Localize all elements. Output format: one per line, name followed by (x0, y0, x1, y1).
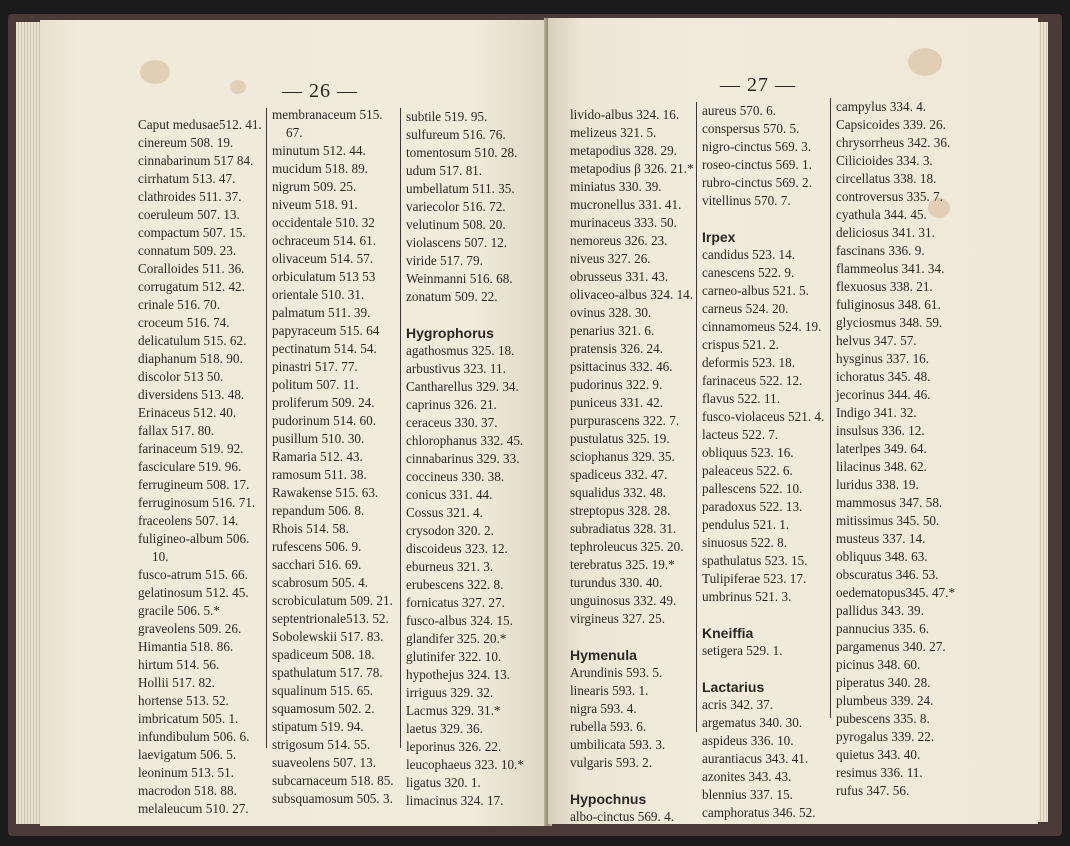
index-entry: eburneus 321. 3. (406, 559, 494, 574)
index-entry: terebratus 325. 19.* (570, 557, 675, 572)
index-entry: aureus 570. 6. (702, 103, 776, 118)
index-entry: cinnamomeus 524. 19. (702, 319, 822, 334)
index-entry: infundibulum 506. 6. (138, 729, 250, 744)
index-entry: connatum 509. 23. (138, 243, 237, 258)
column-divider (830, 98, 831, 718)
index-entry: olivaceum 514. 57. (272, 251, 374, 266)
index-entry: lilacinus 348. 62. (836, 459, 927, 474)
index-entry: politum 507. 11. (272, 377, 359, 392)
index-entry: laevigatum 506. 5. (138, 747, 237, 762)
index-entry: nigro-cinctus 569. 3. (702, 139, 812, 154)
index-entry: rubro-cinctus 569. 2. (702, 175, 812, 190)
index-entry: leoninum 513. 51. (138, 765, 234, 780)
index-entry: Hollii 517. 82. (138, 675, 215, 690)
genus-heading: Hypochnus (570, 791, 647, 807)
index-entry: olivaceo-albus 324. 14. (570, 287, 694, 302)
index-entry: helvus 347. 57. (836, 333, 917, 348)
index-entry: glyciosmus 348. 59. (836, 315, 943, 330)
index-column (570, 106, 694, 824)
index-entry: obscuratus 346. 53. (836, 567, 939, 582)
index-entry: laetus 329. 36. (406, 721, 483, 736)
genus-heading: Lactarius (702, 679, 765, 695)
index-entry: fuliginosus 348. 61. (836, 297, 941, 312)
genus-heading: Kneiffia (702, 625, 754, 641)
index-entry: controversus 335. 7. (836, 189, 943, 204)
index-entry: subcarnaceum 518. 85. (272, 773, 394, 788)
index-entry: leporinus 326. 22. (406, 739, 502, 754)
index-entry: spathulatum 517. 78. (272, 665, 383, 680)
column-divider (400, 108, 401, 748)
index-entry: mucidum 518. 89. (272, 161, 368, 176)
index-entry: umbilicata 593. 3. (570, 737, 666, 752)
index-entry: cinnabarinum 517 84. (138, 153, 254, 168)
index-entry: gelatinosum 512. 45. (138, 585, 249, 600)
index-entry: chrysorrheus 342. 36. (836, 135, 951, 150)
index-entry: livido-albus 324. 16. (570, 107, 680, 122)
index-entry: niveus 327. 26. (570, 251, 651, 266)
index-entry: squalinum 515. 65. (272, 683, 374, 698)
index-entry: fornicatus 327. 27. (406, 595, 505, 610)
index-entry: pinastri 517. 77. (272, 359, 358, 374)
index-entry: musteus 337. 14. (836, 531, 926, 546)
index-entry: ovinus 328. 30. (570, 305, 652, 320)
index-entry: sacchari 516. 69. (272, 557, 362, 572)
index-entry: quietus 343. 40. (836, 747, 921, 762)
index-entry: glandifer 325. 20.* (406, 631, 507, 646)
index-entry: pusillum 510. 30. (272, 431, 365, 446)
index-entry: roseo-cinctus 569. 1. (702, 157, 812, 172)
index-entry: Coralloides 511. 36. (138, 261, 245, 276)
index-entry: caprinus 326. 21. (406, 397, 497, 412)
index-entry: violascens 507. 12. (406, 235, 508, 250)
index-entry: luridus 338. 19. (836, 477, 919, 492)
index-entry: ochraceum 514. 61. (272, 233, 376, 248)
index-entry: fusco-violaceus 521. 4. (702, 409, 825, 424)
blank-line (406, 306, 524, 324)
index-entry: fusco-albus 324. 15. (406, 613, 513, 628)
index-column (406, 108, 524, 810)
foxing-spot (908, 48, 942, 76)
index-entry: obrusseus 331. 43. (570, 269, 669, 284)
index-entry: rufescens 506. 9. (272, 539, 362, 554)
index-entry: Cantharellus 329. 34. (406, 379, 519, 394)
index-entry: crinale 516. 70. (138, 297, 221, 312)
index-entry: squamosum 502. 2. (272, 701, 375, 716)
index-entry: plumbeus 339. 24. (836, 693, 934, 708)
index-entry: fallax 517. 80. (138, 423, 215, 438)
index-entry: canescens 522. 9. (702, 265, 795, 280)
index-entry: Sobolewskii 517. 83. (272, 629, 384, 644)
index-entry: mitissimus 345. 50. (836, 513, 940, 528)
index-entry: chlorophanus 332. 45. (406, 433, 524, 448)
index-entry: pyrogalus 339. 22. (836, 729, 935, 744)
index-entry: crysodon 320. 2. (406, 523, 494, 538)
index-entry: vulgaris 593. 2. (570, 755, 653, 770)
index-entry: metapodius β 326. 21.* (570, 161, 694, 176)
index-entry: laterlpes 349. 64. (836, 441, 927, 456)
index-entry: argematus 340. 30. (702, 715, 803, 730)
index-entry: cinnabarinus 329. 33. (406, 451, 520, 466)
index-entry: stipatum 519. 94. (272, 719, 364, 734)
index-entry: vitellinus 570. 7. (702, 193, 791, 208)
index-entry: mammosus 347. 58. (836, 495, 943, 510)
index-entry: fraceolens 507. 14. (138, 513, 239, 528)
index-entry: 10. (152, 549, 169, 564)
index-entry: virgineus 327. 25. (570, 611, 665, 626)
index-entry: coeruleum 507. 13. (138, 207, 240, 222)
foxing-spot (140, 60, 170, 84)
index-entry: cyathula 344. 45. (836, 207, 927, 222)
index-entry: piperatus 340. 28. (836, 675, 931, 690)
index-entry: arbustivus 323. 11. (406, 361, 506, 376)
index-entry: farinaceum 519. 92. (138, 441, 244, 456)
column-divider (266, 108, 267, 748)
index-entry: resimus 336. 11. (836, 765, 923, 780)
index-entry: setigera 529. 1. (702, 643, 783, 658)
index-entry: ligatus 320. 1. (406, 775, 481, 790)
index-entry: Himantia 518. 86. (138, 639, 234, 654)
index-entry: camphoratus 346. 52. (702, 805, 816, 820)
index-entry: pectinatum 514. 54. (272, 341, 377, 356)
index-entry: gracile 506. 5.* (138, 603, 221, 618)
index-entry: Arundinis 593. 5. (570, 665, 663, 680)
blank-line (702, 660, 824, 678)
index-entry: turundus 330. 40. (570, 575, 663, 590)
index-entry: glutinifer 322. 10. (406, 649, 502, 664)
index-entry: subsquamosum 505. 3. (272, 791, 393, 806)
index-entry: ferrugineum 508. 17. (138, 477, 250, 492)
index-entry: diaphanum 518. 90. (138, 351, 243, 366)
index-entry: occidentale 510. 32 (272, 215, 375, 230)
index-entry: subradiatus 328. 31. (570, 521, 677, 536)
index-entry: tomentosum 510. 28. (406, 145, 518, 160)
index-entry: pratensis 326. 24. (570, 341, 664, 356)
index-entry: flavus 522. 11. (702, 391, 780, 406)
index-entry: campylus 334. 4. (836, 99, 927, 114)
index-entry: rufus 347. 56. (836, 783, 910, 798)
index-entry: coccineus 330. 38. (406, 469, 505, 484)
index-entry: sciophanus 329. 35. (570, 449, 675, 464)
index-entry: pannucius 335. 6. (836, 621, 930, 636)
index-entry: imbricatum 505. 1. (138, 711, 239, 726)
index-column (702, 102, 824, 822)
index-entry: circellatus 338. 18. (836, 171, 937, 186)
index-entry: limacinus 324. 17. (406, 793, 504, 808)
index-entry: delicatulum 515. 62. (138, 333, 247, 348)
index-entry: pudorinus 322. 9. (570, 377, 663, 392)
genus-heading: Hymenula (570, 647, 637, 663)
index-entry: umbrinus 521. 3. (702, 589, 792, 604)
index-entry: Cilicioides 334. 3. (836, 153, 933, 168)
index-entry: Rhois 514. 58. (272, 521, 349, 536)
index-entry: proliferum 509. 24. (272, 395, 375, 410)
index-entry: metapodius 328. 29. (570, 143, 677, 158)
index-entry: azonites 343. 43. (702, 769, 792, 784)
index-entry: nigra 593. 4. (570, 701, 637, 716)
index-entry: hypothejus 324. 13. (406, 667, 511, 682)
index-entry: lacteus 522. 7. (702, 427, 779, 442)
index-entry: penarius 321. 6. (570, 323, 655, 338)
index-entry: spadiceum 508. 18. (272, 647, 375, 662)
index-entry: insulsus 336. 12. (836, 423, 925, 438)
index-entry: deliciosus 341. 31. (836, 225, 935, 240)
index-entry: deformis 523. 18. (702, 355, 796, 370)
index-entry: conspersus 570. 5. (702, 121, 800, 136)
index-entry: velutinum 508. 20. (406, 217, 506, 232)
index-entry: nigrum 509. 25. (272, 179, 357, 194)
index-entry: erubescens 322. 8. (406, 577, 504, 592)
index-entry: Tulipiferae 523. 17. (702, 571, 807, 586)
index-entry: linearis 593. 1. (570, 683, 649, 698)
index-entry: nemoreus 326. 23. (570, 233, 668, 248)
index-entry: clathroides 511. 37. (138, 189, 242, 204)
index-entry: miniatus 330. 39. (570, 179, 662, 194)
index-entry: flammeolus 341. 34. (836, 261, 945, 276)
blank-line (702, 606, 824, 624)
index-entry: discoideus 323. 12. (406, 541, 508, 556)
index-entry: picinus 348. 60. (836, 657, 921, 672)
index-entry: acris 342. 37. (702, 697, 774, 712)
index-column (836, 98, 955, 800)
index-entry: purpurascens 322. 7. (570, 413, 680, 428)
index-entry: Caput medusae512. 41. (138, 117, 262, 132)
index-entry: Erinaceus 512. 40. (138, 405, 237, 420)
index-entry: flexuosus 338. 21. (836, 279, 933, 294)
genus-heading: Irpex (702, 229, 736, 245)
index-entry: umbellatum 511. 35. (406, 181, 515, 196)
index-entry: leucophaeus 323. 10.* (406, 757, 524, 772)
index-entry: corrugatum 512. 42. (138, 279, 245, 294)
index-entry: papyraceum 515. 64 (272, 323, 380, 338)
genus-heading: Hygrophorus (406, 325, 494, 341)
index-entry: obliquus 348. 63. (836, 549, 928, 564)
index-entry: rubella 593. 6. (570, 719, 647, 734)
index-entry: scrobiculatum 509. 21. (272, 593, 393, 608)
index-entry: discolor 513 50. (138, 369, 224, 384)
index-entry: subtile 519. 95. (406, 109, 488, 124)
index-entry: Capsicoides 339. 26. (836, 117, 946, 132)
index-entry: sinuosus 522. 8. (702, 535, 787, 550)
foxing-spot (230, 80, 246, 94)
index-entry: agathosmus 325. 18. (406, 343, 515, 358)
index-entry: Lacmus 329. 31.* (406, 703, 501, 718)
index-entry: pallescens 522. 10. (702, 481, 803, 496)
index-entry: pudorinum 514. 60. (272, 413, 377, 428)
index-entry: palmatum 511. 39. (272, 305, 371, 320)
column-divider (696, 102, 697, 732)
index-entry: crispus 521. 2. (702, 337, 779, 352)
index-entry: cinereum 508. 19. (138, 135, 234, 150)
index-entry: zonatum 509. 22. (406, 289, 498, 304)
index-entry: membranaceum 515. (272, 107, 383, 122)
blank-line (570, 772, 694, 790)
index-entry: macrodon 518. 88. (138, 783, 237, 798)
index-entry: niveum 518. 91. (272, 197, 358, 212)
index-entry: strigosum 514. 55. (272, 737, 371, 752)
index-entry: melaleucum 510. 27. (138, 801, 249, 816)
index-entry: melizeus 321. 5. (570, 125, 657, 140)
index-entry: squalidus 332. 48. (570, 485, 666, 500)
index-entry: fuligineo-album 506. (138, 531, 250, 546)
index-entry: pendulus 521. 1. (702, 517, 790, 532)
index-entry: puniceus 331. 42. (570, 395, 664, 410)
index-entry: variecolor 516. 72. (406, 199, 506, 214)
index-entry: Rawakense 515. 63. (272, 485, 379, 500)
blank-line (702, 210, 824, 228)
index-entry: sulfureum 516. 76. (406, 127, 506, 142)
index-entry: obliquus 523. 16. (702, 445, 794, 460)
index-entry: pallidus 343. 39. (836, 603, 924, 618)
index-entry: pustulatus 325. 19. (570, 431, 670, 446)
index-entry: carneus 524. 20. (702, 301, 789, 316)
index-entry: oedematopus345. 47.* (836, 585, 956, 600)
index-entry: paleaceus 522. 6. (702, 463, 793, 478)
index-entry: minutum 512. 44. (272, 143, 366, 158)
index-entry: ramosum 511. 38. (272, 467, 367, 482)
page-number: — 27 — (720, 74, 796, 96)
index-entry: aspideus 336. 10. (702, 733, 794, 748)
index-entry: Weinmanni 516. 68. (406, 271, 513, 286)
index-entry: carneo-albus 521. 5. (702, 283, 809, 298)
index-entry: streptopus 328. 28. (570, 503, 671, 518)
index-entry: graveolens 509. 26. (138, 621, 242, 636)
index-entry: scabrosum 505. 4. (272, 575, 368, 590)
right-page (548, 18, 1038, 824)
index-entry: spadiceus 332. 47. (570, 467, 668, 482)
page-number: — 26 — (282, 80, 358, 102)
index-entry: 67. (286, 125, 303, 140)
index-entry: unguinosus 332. 49. (570, 593, 677, 608)
index-entry: hirtum 514. 56. (138, 657, 220, 672)
index-entry: compactum 507. 15. (138, 225, 246, 240)
index-entry: Cossus 321. 4. (406, 505, 483, 520)
index-entry: paradoxus 522. 13. (702, 499, 803, 514)
blank-line (570, 628, 694, 646)
index-entry: tephroleucus 325. 20. (570, 539, 684, 554)
index-entry: ceraceus 330. 37. (406, 415, 498, 430)
index-entry: Ramaria 512. 43. (272, 449, 363, 464)
index-entry: candidus 523. 14. (702, 247, 796, 262)
index-entry: septentrionale513. 52. (272, 611, 389, 626)
index-entry: fasciculare 519. 96. (138, 459, 242, 474)
index-entry: murinaceus 333. 50. (570, 215, 677, 230)
index-entry: irriguus 329. 32. (406, 685, 494, 700)
index-entry: farinaceus 522. 12. (702, 373, 803, 388)
index-entry: Indigo 341. 32. (836, 405, 917, 420)
index-entry: psittacinus 332. 46. (570, 359, 673, 374)
index-entry: udum 517. 81. (406, 163, 483, 178)
left-page (40, 20, 550, 826)
index-column (138, 116, 262, 818)
index-column (272, 106, 394, 808)
index-entry: croceum 516. 74. (138, 315, 230, 330)
index-entry: ferruginosum 516. 71. (138, 495, 256, 510)
index-entry: orbiculatum 513 53 (272, 269, 376, 284)
index-entry: blennius 337. 15. (702, 787, 793, 802)
index-entry: jecorinus 344. 46. (836, 387, 931, 402)
index-entry: orientale 510. 31. (272, 287, 365, 302)
index-entry: diversidens 513. 48. (138, 387, 245, 402)
index-entry: cirrhatum 513. 47. (138, 171, 236, 186)
index-entry: conicus 331. 44. (406, 487, 493, 502)
index-entry: repandum 506. 8. (272, 503, 365, 518)
index-entry: mucronellus 331. 41. (570, 197, 682, 212)
index-entry: pargamenus 340. 27. (836, 639, 946, 654)
index-entry: fusco-atrum 515. 66. (138, 567, 248, 582)
index-entry: albo-cinctus 569. 4. (570, 809, 675, 824)
index-entry: viride 517. 79. (406, 253, 483, 268)
index-entry: suaveolens 507. 13. (272, 755, 377, 770)
index-entry: hysginus 337. 16. (836, 351, 930, 366)
index-entry: ichoratus 345. 48. (836, 369, 931, 384)
index-entry: fascinans 336. 9. (836, 243, 925, 258)
index-entry: hortense 513. 52. (138, 693, 229, 708)
index-entry: aurantiacus 343. 41. (702, 751, 809, 766)
index-entry: pubescens 335. 8. (836, 711, 930, 726)
index-entry: spathulatus 523. 15. (702, 553, 808, 568)
